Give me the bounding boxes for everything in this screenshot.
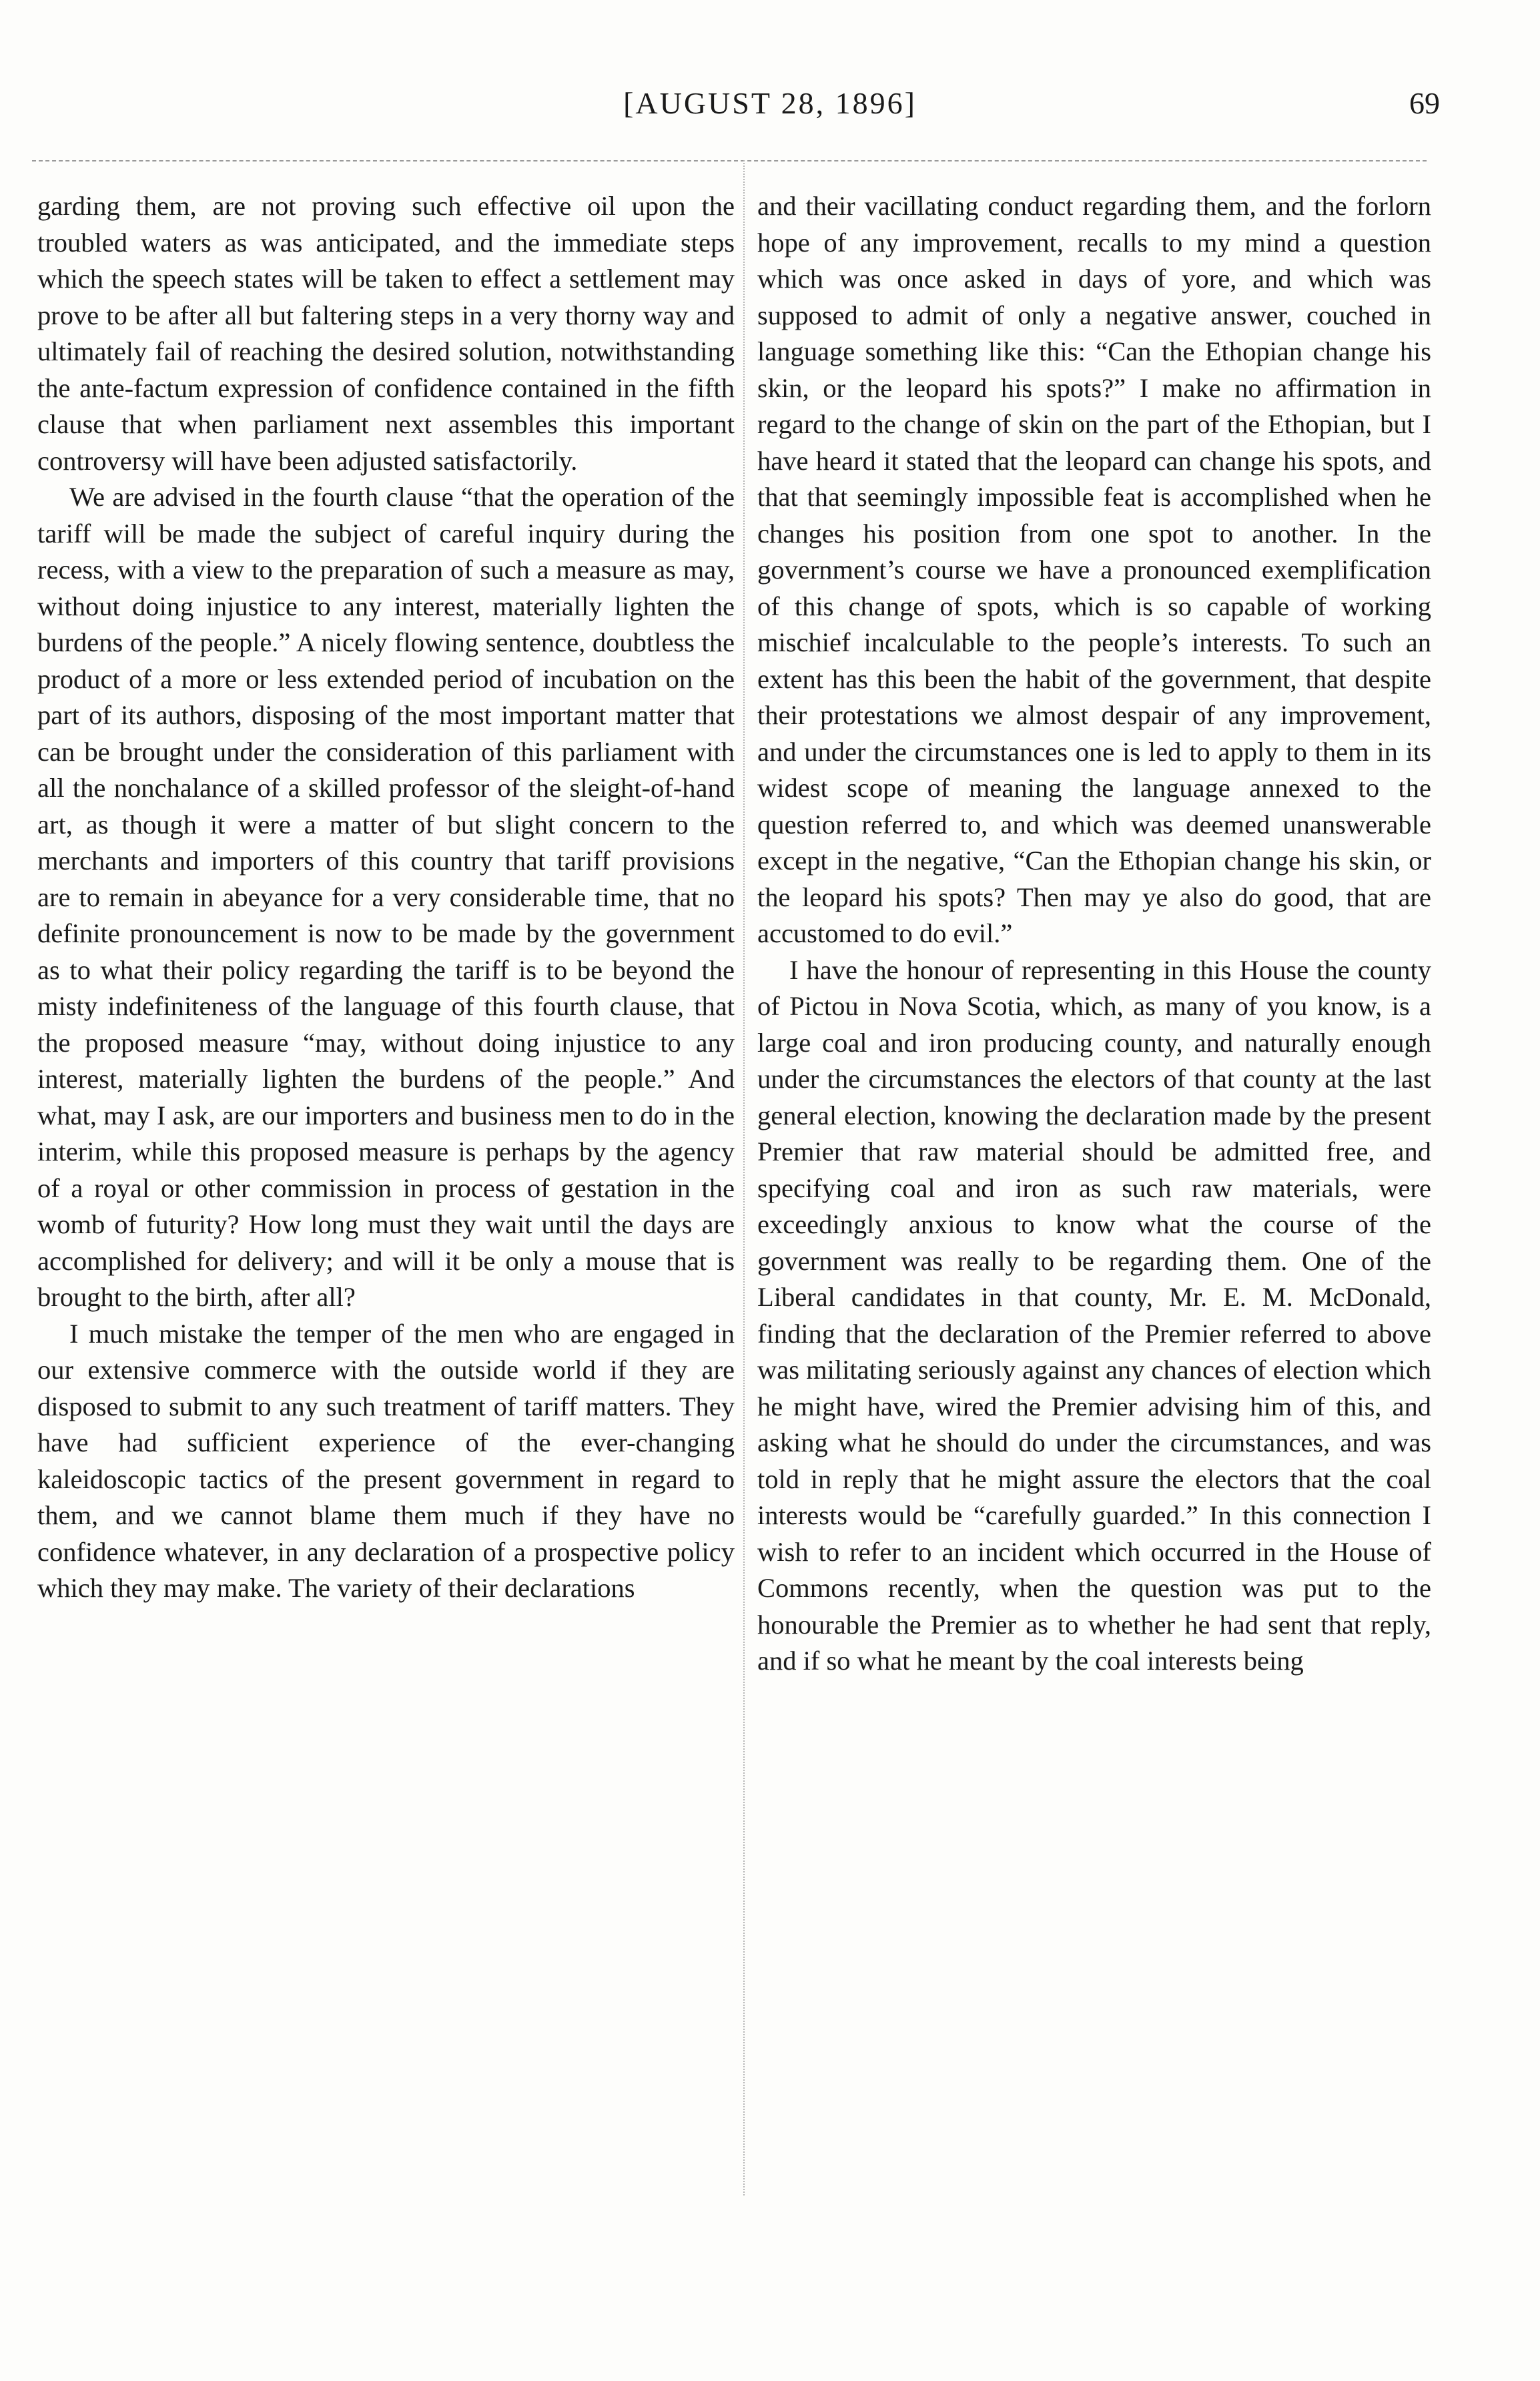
left-paragraph-3: I much mistake the temper of the men who are engaged in our extensive commerce with the outside world if they are disposed to submit to any such treatment of tariff matters. They have had sufficient experience of the ever-changing kaleidoscopic tactics of the present government in regard to them, and we cannot blame them much if they have no confidence whatever, in any declaration of a prospective policy which they may make. The variety of their declarations [37, 1318, 735, 1603]
page-number: 69 [1409, 86, 1440, 120]
header-date: [AUGUST 28, 1896] [623, 86, 917, 120]
right-column [757, 188, 1431, 1680]
header-rule [32, 160, 1427, 161]
column-divider [743, 160, 745, 2195]
right-paragraph-1: and their vacillating conduct regarding them, and the forlorn hope of any improvement, recalls to my mind a question which was once asked in days of yore, and which was supposed to admit of only a negative answer, couched in language something like this: “Can the Ethopian change his skin, or the leopard his spots?” I make no affirmation in regard to the change of skin on the part of the Ethopian, but I have heard it stated that the leopard can change his spots, and that that seemingly impossible feat is accomplished when he changes his position from one spot to another. In the government’s course we have a pronounced exemplification of this change of spots, which is so capable of working mischief incalculable to the people’s interests. To such an extent has this been the habit of the government, that despite their protestations we almost despair of any improvement, and under the circumstances one is led to apply to them in its widest scope of meaning the language annexed to the question referred to, and which was deemed unanswerable except in the negative, “Can the Ethopian change his skin, or the leopard his spots? Then may ye also do good, that are accustomed to do evil.” [757, 191, 1431, 948]
left-paragraph-2: We are advised in the fourth clause “that the operation of the tariff will be made the subject of careful inquiry during the recess, with a view to the preparation of such a measure as may, without doing injustice to any interest, materially lighten the burdens of the people.” A nicely flowing sentence, doubtless the product of a more or less extended period of incubation on the part of its authors, disposing of the most important matter that can be brought under the consideration of this parliament with all the nonchalance of a skilled professor of the sleight-of-hand art, as though it were a matter of but slight concern to the merchants and importers of this country that tariff provisions are to remain in abeyance for a very considerable time, that no definite pronouncement is now to be made by the government as to what their policy regarding the tariff is to be beyond the misty indefiniteness of the language of this fourth clause, that the proposed measure “may, without doing injustice to any interest, materially lighten the burdens of the people.” And what, may I ask, are our importers and business men to do in the interim, while this proposed measure is perhaps by the agency of a royal or other commission in process of gestation in the womb of futurity? How long must they wait until the days are accomplished for delivery; and will it be only a mouse that is brought to the birth, after all? [37, 482, 735, 1312]
page-header [0, 85, 1540, 139]
left-column [37, 188, 735, 1607]
left-paragraph-1: garding them, are not proving such effective oil upon the troubled waters as was anticipated, and the immediate steps which the speech states will be taken to effect a settlement may prove to be after all but faltering steps in a very thorny way and ultimately fail of reaching the desired solution, notwithstanding the ante-factum expression of confidence contained in the fifth clause that when parliament next assembles this important controversy will have been adjusted satisfactorily. [37, 191, 735, 476]
right-paragraph-2: I have the honour of representing in this House the county of Pictou in Nova Scotia, which, as many of you know, is a large coal and iron producing county, and naturally enough under the circumstances the electors of that county at the last general election, knowing the declaration made by the present Premier that raw material should be admitted free, and specifying coal and iron as such raw materials, were exceedingly anxious to know what the course of the government was really to be regarding them. One of the Liberal candidates in that county, Mr. E. M. McDonald, finding that the declaration of the Premier referred to above was militating seriously against any chances of election which he might have, wired the Premier advising him of this, and asking what he should do under the circumstances, and was told in reply that he might assure the electors that the coal interests would be “carefully guarded.” In this connection I wish to refer to an incident which occurred in the House of Commons recently, when the question was put to the honourable the Premier as to whether he had sent that reply, and if so what he meant by the coal interests being [757, 954, 1431, 1676]
